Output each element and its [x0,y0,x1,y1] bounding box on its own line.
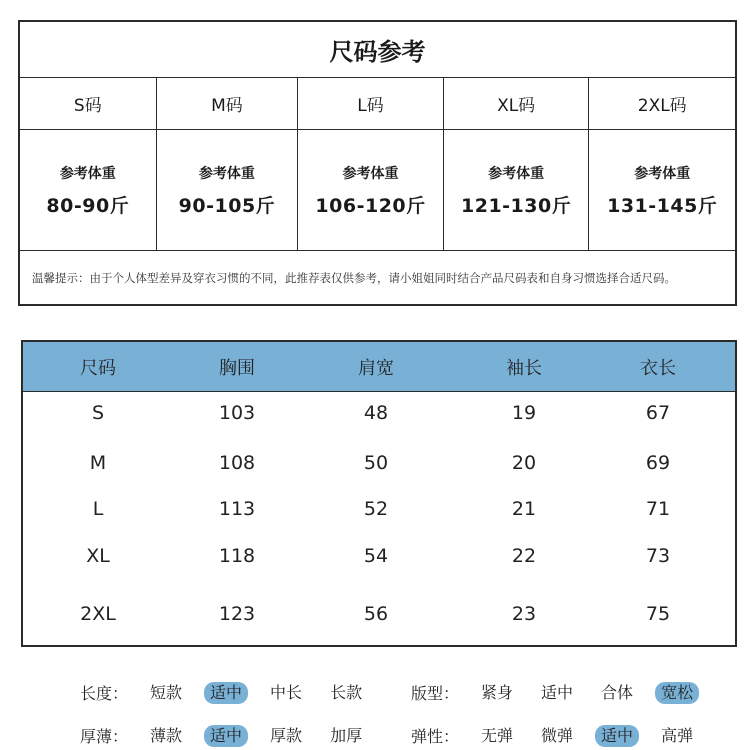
size-m-cell: M码 [157,78,299,129]
cell-chest: 123 [218,603,256,625]
cell-length: 67 [645,402,671,424]
fit-option-selected: 宽松 [655,682,699,704]
weight-value: 131-145斤 [607,194,718,217]
elasticity-option: 高弹 [661,725,694,745]
weight-label: 参考体重 [488,165,545,182]
cell-size: XL [86,545,110,567]
cell-sleeve: 21 [511,498,537,520]
elasticity-attribute [411,724,715,747]
cell-shoulder: 48 [363,402,389,424]
weight-label: 参考体重 [59,165,116,182]
header-shoulder: 肩宽 [358,357,394,379]
table-row [23,452,735,482]
attribute-label: 版型： [411,684,460,703]
fit-option: 紧身 [481,682,514,702]
size-2xl-cell: 2XL码 [637,96,687,116]
cell-sleeve: 23 [511,603,537,625]
cell-shoulder: 52 [363,498,389,520]
header-sleeve: 袖长 [506,357,542,379]
elasticity-option: 无弹 [481,725,514,745]
cell-chest: 113 [218,498,256,520]
measurement-header-row [23,342,735,392]
weight-value: 80-90斤 [46,194,130,217]
cell-length: 69 [645,452,671,474]
length-attribute [80,681,384,704]
table-row [23,603,735,633]
length-option-selected: 适中 [204,682,248,704]
weight-label: 参考体重 [342,165,399,182]
size-xl-cell: XL码 [444,78,590,129]
cell-size: L [92,498,104,520]
size-l-cell: L码 [298,78,444,129]
weight-cell-2xl [589,130,735,250]
size-reference-table [18,20,737,306]
length-option: 中长 [270,682,303,702]
cell-length: 73 [645,545,671,567]
cell-sleeve: 19 [511,402,537,424]
thickness-option: 薄款 [150,725,183,745]
table-row [23,545,735,575]
thickness-option: 加厚 [330,725,363,745]
reference-size-row [20,78,735,130]
weight-cell-s [20,130,157,250]
fit-attribute [411,681,715,704]
reference-note: 温馨提示：由于个人体型差异及穿衣习惯的不同，此推荐表仅供参考，请小姐姐同时结合产品尺码表和自身习惯选择合适尺码。 [32,270,676,285]
weight-cell-xl [444,130,590,250]
cell-shoulder: 56 [363,603,389,625]
cell-size: M [89,452,107,474]
weight-cell-l [298,130,444,250]
length-option: 长款 [330,682,363,702]
thickness-option: 厚款 [270,725,303,745]
weight-label: 参考体重 [634,165,691,182]
cell-size: S [91,402,105,424]
size-s-cell: S码 [20,78,157,129]
length-option: 短款 [150,682,183,702]
cell-length: 71 [645,498,671,520]
fit-option: 适中 [541,682,574,702]
measurement-table [21,340,737,647]
header-chest: 胸围 [219,357,255,379]
cell-sleeve: 22 [511,545,537,567]
weight-value: 121-130斤 [461,194,572,217]
cell-chest: 118 [218,545,256,567]
fit-option: 合体 [601,682,634,702]
cell-shoulder: 54 [363,545,389,567]
elasticity-option: 微弹 [541,725,574,745]
cell-sleeve: 20 [511,452,537,474]
weight-cell-m [157,130,299,250]
table-row [23,498,735,528]
table-row [23,402,735,432]
cell-length: 75 [645,603,671,625]
weight-value: 106-120斤 [315,194,426,217]
cell-shoulder: 50 [363,452,389,474]
reference-weight-row [20,130,735,251]
thickness-option-selected: 适中 [204,725,248,747]
cell-chest: 108 [218,452,256,474]
reference-title: 尺码参考 [20,22,735,78]
attribute-label: 弹性： [411,727,460,746]
header-size: 尺码 [80,357,116,379]
weight-label: 参考体重 [198,165,255,182]
cell-size: 2XL [80,603,116,625]
thickness-attribute [80,724,384,747]
attribute-label: 长度： [80,684,129,703]
cell-chest: 103 [218,402,256,424]
attribute-label: 厚薄： [80,727,129,746]
weight-value: 90-105斤 [178,194,276,217]
header-length: 衣长 [640,357,676,379]
elasticity-option-selected: 适中 [595,725,639,747]
